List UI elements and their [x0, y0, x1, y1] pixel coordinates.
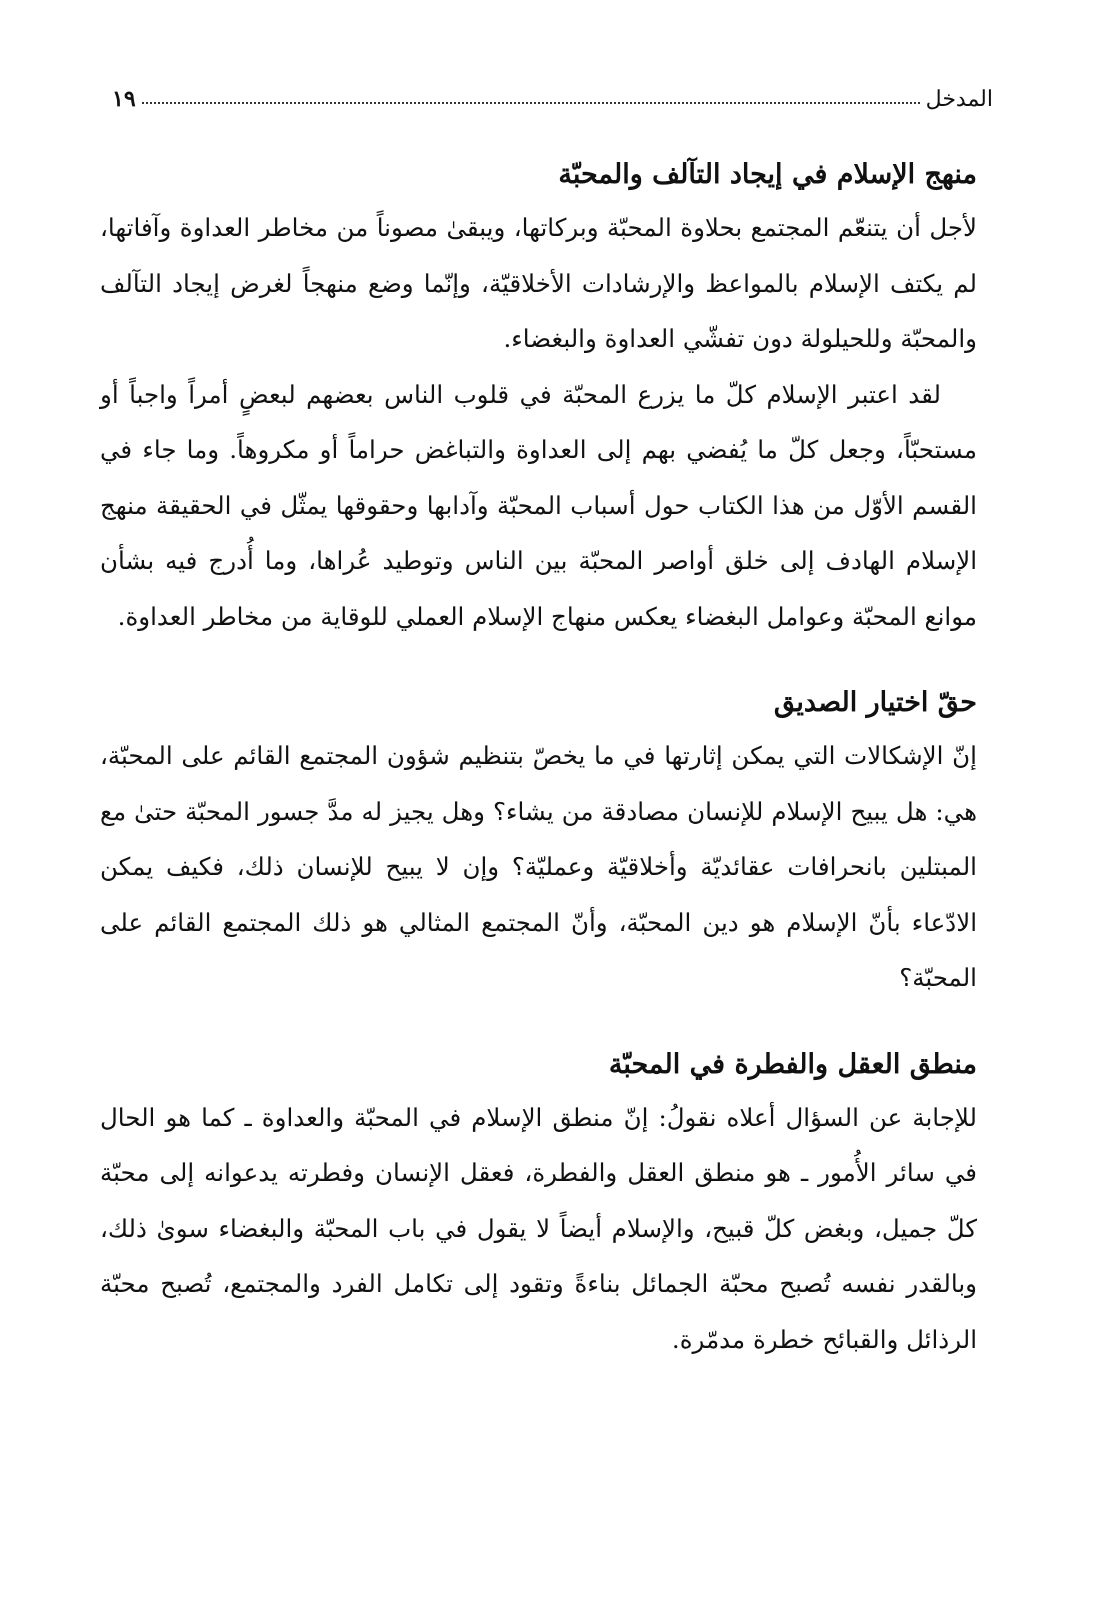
section-islam-method — [100, 150, 977, 644]
section-heading: منطق العقل والفطرة في المحبّة — [608, 1048, 977, 1080]
paragraph: للإجابة عن السؤال أعلاه نقولُ: إنّ منطق الإسلام في المحبّة والعداوة ـ كما هو الحال في سائر الأُمور ـ هو منطق العقل والفطرة، فعقل الإنسان وفطرته يدعوانه إلى محبّة كلّ جميل، وبغض كلّ قبيح، والإسلام أيضاً لا يقول في باب المحبّة والبغضاء سوىٰ ذلك، وبالقدر نفسه تُصبح محبّة الجمائل بناءةً وتقود إلى تكامل الفرد والمجتمع، تُصبح محبّة الرذائل والقبائح خطرة مدمّرة. — [100, 1102, 977, 1354]
section-choosing-friend — [100, 678, 977, 1006]
paragraph: إنّ الإشكالات التي يمكن إثارتها في ما يخصّ بتنظيم شؤون المجتمع القائم على المحبّة، هي: هل يبيح الإسلام للإنسان مصادقة من يشاء؟ وهل يجيز له مدَّ جسور المحبّة حتىٰ مع المبتلين بانحرافات عقائديّة وأخلاقيّة وعمليّة؟ وإن لا يبيح للإنسان ذلك، فكيف يمكن الادّعاء بأنّ الإسلام هو دين المحبّة، وأنّ المجتمع المثالي هو ذلك المجتمع القائم على المحبّة؟ — [100, 741, 977, 992]
dotted-leader — [142, 102, 920, 104]
paragraph: لأجل أن يتنعّم المجتمع بحلاوة المحبّة وبركاتها، ويبقىٰ مصوناً من مخاطر العداوة وآفاتها، لم يكتف الإسلام بالمواعظ والإرشادات الأخلاقيّة، وإنّما وضع منهجاً لغرض إيجاد التآلف والمحبّة وللحيلولة دون تفشّي العداوة والبغضاء. — [100, 213, 977, 353]
section-reason-nature — [100, 1040, 977, 1368]
chapter-title: المدخل — [925, 87, 993, 112]
section-heading: حقّ اختيار الصديق — [773, 687, 977, 718]
page-number: ١٩ — [112, 86, 136, 112]
paragraph: لقد اعتبر الإسلام كلّ ما يزرع المحبّة في قلوب الناس بعضهم لبعضٍ أمراً واجباً أو مستحبّاً، وجعل كلّ ما يُفضي بهم إلى العداوة والتباغض حراماً أو مكروهاً. وما جاء في القسم الأوّل من هذا الكتاب حول أسباب المحبّة وآدابها وحقوقها يمثّل في الحقيقة منهج الإسلام الهادف إلى خلق أواصر المحبّة بين الناس وتوطيد عُراها، وما أُدرج فيه بشأن موانع المحبّة وعوامل البغضاء يعكس منهاج الإسلام العملي للوقاية من مخاطر العداوة. — [100, 379, 977, 631]
page-content — [100, 150, 977, 1401]
running-header — [112, 72, 993, 112]
section-heading: منهج الإسلام في إيجاد التآلف والمحبّة — [558, 159, 977, 190]
